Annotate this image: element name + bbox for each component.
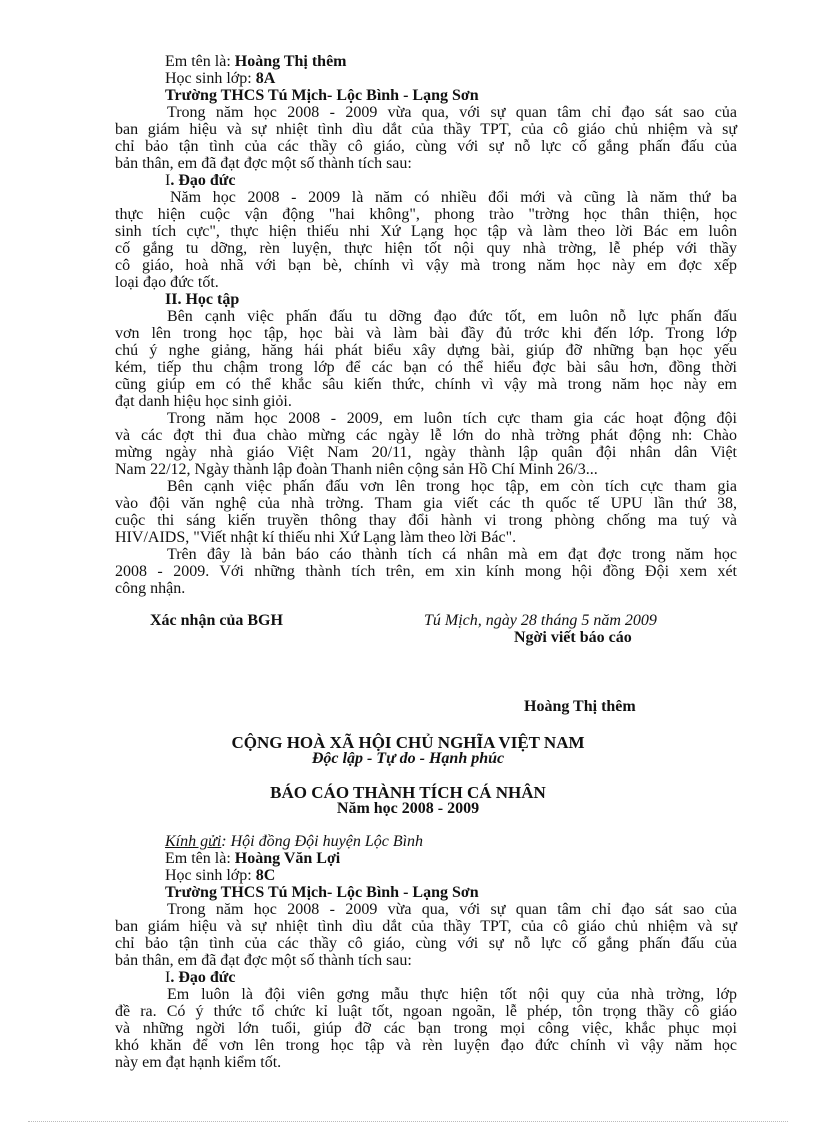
heading-text-2: . Đạo đức: [170, 969, 236, 986]
closing-line-2: 2008 - 2009. Với những thành tích trên, em xin kính mong hội đồng Đội xem xét: [115, 563, 737, 580]
recipient-value: : Hội đồng Đội huyện Lộc Bình: [221, 833, 424, 850]
student-name-line: [165, 54, 347, 70]
student-class-2: 8C: [255, 867, 276, 884]
page-edge-rule: [28, 1121, 788, 1122]
ethics-line-1: Năm học 2008 - 2009 là năm có nhiều đổi mới và cũng là năm thứ ba: [170, 189, 737, 206]
study-line-4: kém, tiếp thu chậm trong lớp để các bạn có thể hiểu đợc bài sâu hơn, đồng thời: [115, 359, 737, 376]
study-line-5: cũng giúp em có thể khắc sâu kiến thức, chính vì vậy mà trong năm học này em: [115, 376, 737, 393]
student-name-2: Hoàng Văn Lợi: [234, 850, 341, 867]
closing-line-1: Trên đây là bản báo cáo thành tích cá nhân mà em đạt đợc trong năm học: [167, 546, 737, 563]
student-name: Hoàng Thị thêm: [234, 53, 347, 70]
intro2-line-1: Trong năm học 2008 - 2009 vừa qua, với sự quan tâm chỉ đạo sát sao của: [167, 901, 737, 918]
ethics2-line-2: đề ra. Có ý thức tổ chức kỉ luật tốt, ngoan ngoãn, lễ phép, tôn trọng thầy cô giáo: [115, 1003, 737, 1020]
student-class-line: [165, 71, 275, 87]
name-label-2: Em tên là:: [165, 850, 235, 867]
activities-line-1: Trong năm học 2008 - 2009, em luôn tích cực tham gia các hoạt động đội: [167, 410, 737, 427]
intro2-line-2: ban giám hiệu và sự nhiệt tình dìu dắt của thầy TPT, của cô giáo chủ nhiệm và sự: [115, 918, 737, 935]
heading-number-2: I: [165, 969, 171, 986]
class-label-2: Học sinh lớp:: [165, 867, 256, 884]
intro-line-4: bản thân, em đã đạt đợc một số thành tích sau:: [115, 155, 412, 172]
ethics-line-6: loại đạo đức tốt.: [115, 274, 219, 291]
activities-line-3: mừng ngày nhà giáo Việt Nam 20/11, ngày thành lập quân đội nhân dân Việt: [115, 444, 737, 461]
confirmation-label: Xác nhận của BGH: [150, 612, 283, 629]
writer-label: Ngời viết báo cáo: [514, 629, 632, 646]
study-line-2: vơn lên trong học tập, học bài và làm bài đầy đủ trớc khi đến lớp. Trong lớp: [115, 325, 737, 342]
ethics-line-5: cô giáo, hoà nhã với bạn bè, chính vì vậy mà trong năm học này em đợc xếp: [115, 257, 737, 274]
ethics-line-4: cố gắng tu dỡng, rèn luyện, thực hiện tốt nội quy nhà trờng, lễ phép với thầy: [115, 240, 737, 257]
section-heading-study: II. Học tập: [165, 291, 240, 308]
national-title: CỘNG HOÀ XÃ HỘI CHỦ NGHĨA VIỆT NAM: [231, 733, 585, 752]
section-heading-ethics: [165, 173, 235, 189]
name-label: Em tên là:: [165, 53, 235, 70]
heading-number: I: [165, 172, 171, 189]
study-line-6: đạt danh hiệu học sinh giỏi.: [115, 393, 292, 410]
extra-line-1: Bên cạnh việc phấn đấu vơn lên trong học tập, em còn tích cực tham gia: [167, 478, 737, 495]
school-line-2: Trường THCS Tú Mịch- Lộc Bình - Lạng Sơn: [165, 884, 479, 901]
recipient-label: Kính gửi: [165, 833, 222, 850]
study-line-1: Bên cạnh việc phấn đấu tu dỡng đạo đức tốt, em luôn nỗ lực phấn đấu: [167, 308, 737, 325]
study-line-3: chú ý nghe giảng, hăng hái phát biểu xây dựng bài, giúp đỡ những bạn học yếu: [115, 342, 737, 359]
document-title: BÁO CÁO THÀNH TÍCH CÁ NHÂN: [270, 783, 546, 802]
national-motto: Độc lập - Tự do - Hạnh phúc: [311, 750, 505, 767]
ethics2-line-4: khó khăn để vơn lên trong học tập và rèn luyện đạo đức chính vì vậy năm học: [115, 1037, 737, 1054]
heading-text: . Đạo đức: [170, 172, 236, 189]
ethics2-line-1: Em luôn là đội viên gơng mẫu thực hiện tốt nội quy của nhà trờng, lớp: [167, 986, 737, 1003]
recipient-line: [165, 834, 423, 850]
intro2-line-4: bản thân, em đã đạt đợc một số thành tích sau:: [115, 952, 412, 969]
activities-line-2: và các đợt thi đua chào mừng các ngày lễ lớn do nhà trờng phát động nh: Chào: [115, 427, 737, 444]
ethics-line-3: sinh tích cực", thực hiện thiếu nhi Xứ Lạng học tập và làm theo lời Bác em luôn: [115, 223, 737, 240]
section-heading-ethics-2: [165, 970, 235, 986]
ethics2-line-3: và những ngời lớn tuổi, giúp đỡ các bạn trong mọi công việc, khắc phục mọi: [115, 1020, 737, 1037]
student-class: 8A: [255, 70, 276, 87]
ethics2-line-5: này em đạt hạnh kiểm tốt.: [115, 1054, 282, 1071]
extra-line-2: vào đội văn nghệ của nhà trờng. Tham gia viết các th quốc tế UPU lần thứ 38,: [115, 495, 737, 512]
student-name-line-2: [165, 851, 340, 867]
date-line: Tú Mịch, ngày 28 tháng 5 năm 2009: [424, 612, 657, 629]
intro-line-3: chỉ bảo tận tình của các thầy cô giáo, cùng với sự nỗ lực cố gắng phấn đấu của: [115, 138, 737, 155]
school-year: Năm học 2008 - 2009: [336, 800, 480, 817]
closing-line-3: công nhận.: [115, 580, 186, 597]
student-class-line-2: [165, 868, 275, 884]
ethics-line-2: thực hiện cuộc vận động "hai không", phong trào "trờng học thân thiện, học: [115, 206, 737, 223]
extra-line-3: cuộc thi sáng kiến truyền thông thay đổi hành vi trong phòng chống ma tuý và: [115, 512, 737, 529]
intro-line-2: ban giám hiệu và sự nhiệt tình dìu dắt của thầy TPT, của cô giáo chủ nhiệm và sự: [115, 121, 737, 138]
school-line: Trường THCS Tú Mịch- Lộc Bình - Lạng Sơn: [165, 87, 479, 104]
intro2-line-3: chỉ bảo tận tình của các thầy cô giáo, cùng với sự nỗ lực cố gắng phấn đấu của: [115, 935, 737, 952]
class-label: Học sinh lớp:: [165, 70, 256, 87]
intro-line-1: Trong năm học 2008 - 2009 vừa qua, với sự quan tâm chỉ đạo sát sao của: [167, 104, 737, 121]
signature-name: Hoàng Thị thêm: [524, 698, 636, 715]
extra-line-4: HIV/AIDS, "Viết nhật kí thiếu nhi Xứ Lạng làm theo lời Bác".: [115, 529, 517, 546]
activities-line-4: Nam 22/12, Ngày thành lập đoàn Thanh niên cộng sản Hồ Chí Minh 26/3...: [115, 461, 598, 478]
